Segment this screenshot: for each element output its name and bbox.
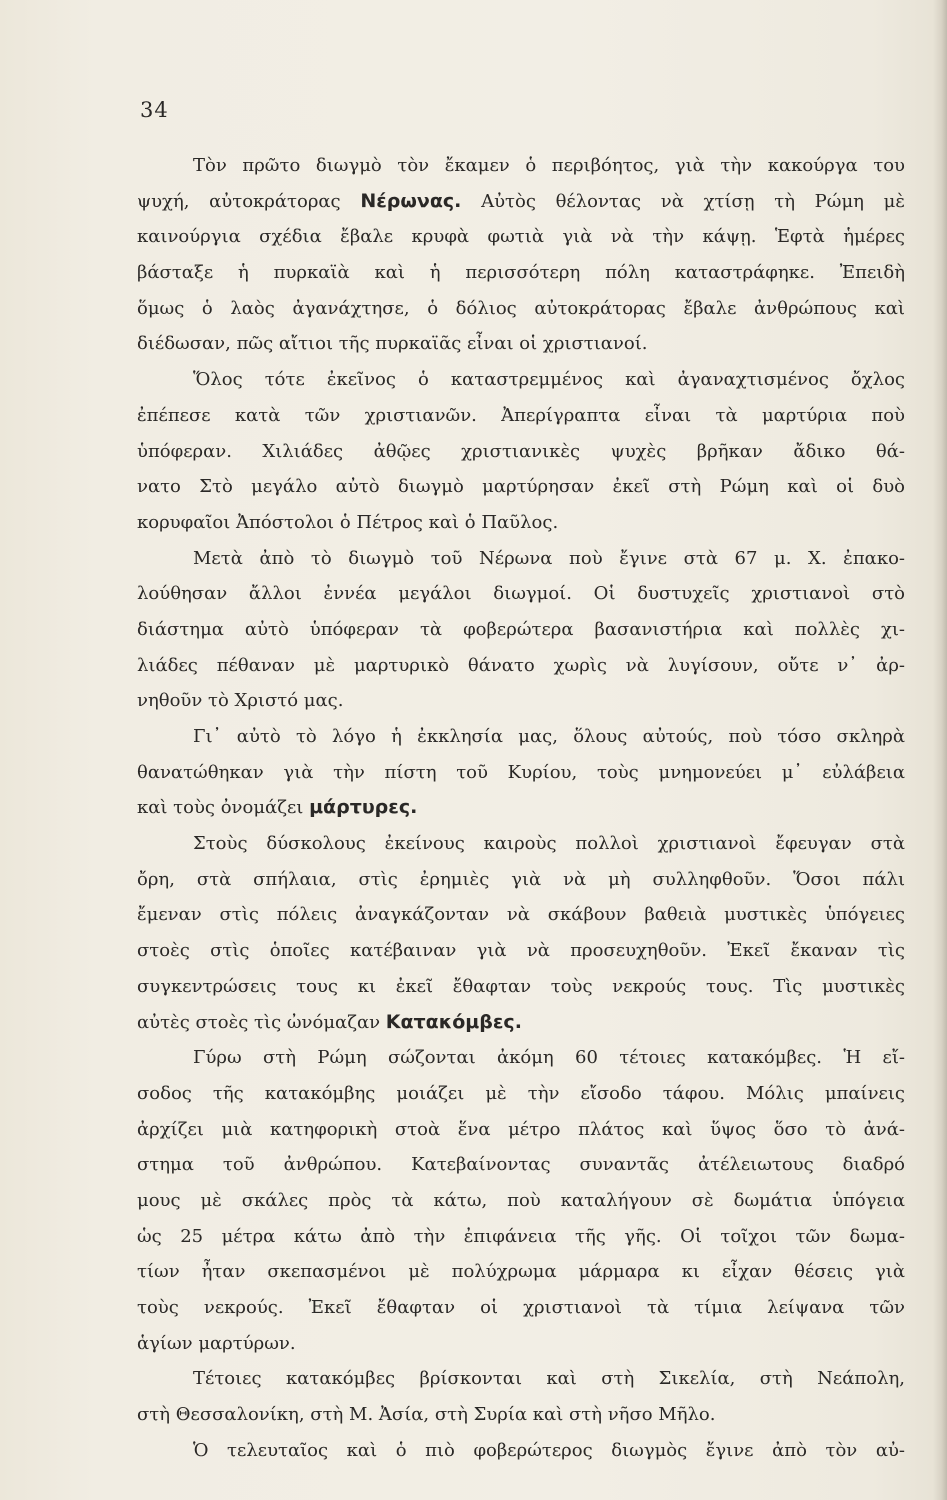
text-segment: θανατώθηκαν γιὰ τὴν πίστη τοῦ Κυρίου, τοὺς μνημονεύει μ᾽ εὐλάβεια <box>137 761 905 783</box>
text-segment: στημα τοῦ ἀνθρώπου. Κατεβαίνοντας συναντᾶς ἀτέλειωτους διαδρό <box>137 1154 905 1176</box>
text-segment: ὄρη, στὰ σπήλαια, στὶς ἐρημιὲς γιὰ νὰ μὴ συλληφθοῦν. Ὅσοι πάλι <box>137 868 905 890</box>
text-line <box>137 291 905 327</box>
text-line <box>137 469 905 505</box>
text-segment: ὑπόφεραν. Χιλιάδες ἀθῷες χριστιανικὲς ψυχὲς βρῆκαν ἄδικο θά- <box>137 440 905 462</box>
text-line <box>137 398 905 434</box>
text-segment: Τὸν πρῶτο διωγμὸ τὸν ἔκαμεν ὁ περιβόητος, γιὰ τὴν κακούργα του <box>193 155 905 176</box>
emphasized-term: Νέρωνας. <box>360 189 462 212</box>
text-line <box>137 755 905 791</box>
text-segment: αὐτὲς στοὲς τὶς ὠνόμαζαν <box>137 1011 386 1033</box>
text-segment: σοδος τῆς κατακόμβης μοιάζει μὲ τὴν εἴσοδο τάφου. Μόλις μπαίνεις <box>137 1082 905 1104</box>
text-line <box>137 933 905 969</box>
text-segment: τοὺς νεκρούς. Ἐκεῖ ἔθαφταν οἱ χριστιανοὶ τὰ τίμια λείψανα τῶν <box>137 1297 905 1318</box>
text-line <box>137 648 905 684</box>
text-segment: στὴ Θεσσαλονίκη, στὴ Μ. Ἀσία, στὴ Συρία καὶ στὴ νῆσο Μῆλο. <box>137 1404 716 1426</box>
text-line <box>137 897 905 933</box>
text-segment: ὡς 25 μέτρα κάτω ἀπὸ τὴν ἐπιφάνεια τῆς γῆς. Οἱ τοῖχοι τῶν δωμα- <box>137 1225 905 1247</box>
text-segment: ἐπέπεσε κατὰ τῶν χριστιανῶν. Ἀπερίγραπτα εἶναι τὰ μαρτύρια ποὺ <box>137 404 905 426</box>
emphasized-term: Κατακόμβες. <box>385 1010 522 1033</box>
text-line <box>137 219 905 255</box>
text-segment: λιάδες πέθαναν μὲ μαρτυρικὸ θάνατο χωρὶς νὰ λυγίσουν, οὔτε ν᾽ ἀρ- <box>137 654 905 676</box>
text-segment: Ὁ τελευταῖος καὶ ὁ πιὸ φοβερώτερος διωγμὸς ἔγινε ἀπὸ τὸν αὐ- <box>193 1439 905 1461</box>
text-line <box>137 862 905 898</box>
text-line <box>137 1361 905 1397</box>
text-line <box>137 1040 905 1076</box>
text-line <box>137 255 905 291</box>
text-line <box>137 719 905 755</box>
text-segment: τίων ἦταν σκεπασμένοι μὲ πολύχρωμα μάρμαρα κι εἶχαν θέσεις γιὰ <box>137 1261 905 1283</box>
text-segment: ἔμεναν στὶς πόλεις ἀναγκάζονταν νὰ σκάβουν βαθειὰ μυστικὲς ὑπόγειες <box>137 904 905 926</box>
text-line <box>137 1005 905 1041</box>
text-segment: ψυχή, αὐτοκράτορας <box>137 190 361 212</box>
text-line <box>137 790 905 826</box>
text-line <box>137 1076 905 1112</box>
text-segment: ἀρχίζει μιὰ κατηφορικὴ στοὰ ἕνα μέτρο πλάτος καὶ ὕψος ὅσο τὸ ἀνά- <box>137 1118 905 1140</box>
text-segment: Γύρω στὴ Ρώμη σώζονται ἀκόμη 60 τέτοιες κατακόμβες. Ἡ εἴ- <box>193 1047 905 1069</box>
text-segment: διάστημα αὐτὸ ὑπόφεραν τὰ φοβερώτερα βασανιστήρια καὶ πολλὲς χι- <box>137 618 905 640</box>
text-segment: νατο Στὸ μεγάλο αὐτὸ διωγμὸ μαρτύρησαν ἐκεῖ στὴ Ρώμη καὶ οἱ δυὸ <box>137 476 905 498</box>
text-line <box>137 1254 905 1290</box>
text-line <box>137 505 905 541</box>
text-line <box>137 969 905 1005</box>
text-segment: ὅμως ὁ λαὸς ἀγανάχτησε, ὁ δόλιος αὐτοκράτορας ἔβαλε ἀνθρώπους καὶ <box>137 297 905 319</box>
text-line <box>137 148 905 184</box>
text-segment: Μετὰ ἀπὸ τὸ διωγμὸ τοῦ Νέρωνα ποὺ ἔγινε στὰ 67 μ. Χ. ἐπακο- <box>193 547 905 569</box>
text-line <box>137 1147 905 1183</box>
text-line <box>137 362 905 398</box>
text-line <box>137 1112 905 1148</box>
text-line <box>137 826 905 862</box>
text-line <box>137 541 905 577</box>
text-line <box>137 1219 905 1255</box>
page-number: 34 <box>140 98 169 122</box>
text-segment: συγκεντρώσεις τους κι ἐκεῖ ἔθαφταν τοὺς νεκρούς τους. Τὶς μυστικὲς <box>137 975 905 997</box>
text-line <box>137 1183 905 1219</box>
text-segment: διέδωσαν, πῶς αἴτιοι τῆς πυρκαϊᾶς εἶναι οἱ χριστιανοί. <box>137 333 648 355</box>
text-line <box>137 612 905 648</box>
body-text <box>137 148 905 1468</box>
text-line <box>137 683 905 719</box>
text-segment: καινούργια σχέδια ἔβαλε κρυφὰ φωτιὰ γιὰ νὰ τὴν κάψῃ. Ἑφτὰ ἡμέρες <box>137 226 905 248</box>
text-segment: κορυφαῖοι Ἀπόστολοι ὁ Πέτρος καὶ ὁ Παῦλος. <box>137 511 559 533</box>
text-segment: Τέτοιες κατακόμβες βρίσκονται καὶ στὴ Σικελία, στὴ Νεάπολη, <box>193 1368 905 1390</box>
text-segment: στοὲς στὶς ὁποῖες κατέβαιναν γιὰ νὰ προσευχηθοῦν. Ἐκεῖ ἔκαναν τὶς <box>137 940 905 962</box>
text-line <box>137 184 905 220</box>
text-segment: μους μὲ σκάλες πρὸς τὰ κάτω, ποὺ καταλήγουν σὲ δωμάτια ὑπόγεια <box>137 1189 905 1211</box>
page-edge-shadow <box>933 0 947 1500</box>
text-segment: Ὅλος τότε ἐκεῖνος ὁ καταστρεμμένος καὶ ἀγαναχτισμένος ὄχλος <box>193 369 905 391</box>
text-line <box>137 576 905 612</box>
text-line <box>137 1326 905 1362</box>
text-line <box>137 1433 905 1469</box>
text-segment: ἁγίων μαρτύρων. <box>137 1332 296 1354</box>
text-segment: βάσταξε ἡ πυρκαϊὰ καὶ ἡ περισσότερη πόλη καταστράφηκε. Ἐπειδὴ <box>137 262 905 284</box>
text-segment: καὶ τοὺς ὀνομάζει <box>137 797 310 819</box>
emphasized-term: μάρτυρες. <box>309 796 418 819</box>
text-line <box>137 326 905 362</box>
text-segment: Στοὺς δύσκολους ἐκείνους καιροὺς πολλοὶ χριστιανοὶ ἔφευγαν στὰ <box>193 833 905 855</box>
text-segment: Γι᾽ αὐτὸ τὸ λόγο ἡ ἐκκλησία μας, ὅλους αὐτούς, ποὺ τόσο σκληρὰ <box>193 726 905 747</box>
text-line <box>137 1397 905 1433</box>
text-segment: λούθησαν ἄλλοι ἐννέα μεγάλοι διωγμοί. Οἱ δυστυχεῖς χριστιανοὶ στὸ <box>137 583 905 605</box>
text-segment: Αὐτὸς θέλοντας νὰ χτίσῃ τὴ Ρώμη μὲ <box>461 190 905 212</box>
text-line <box>137 434 905 470</box>
text-segment: νηθοῦν τὸ Χριστό μας. <box>137 690 344 712</box>
text-line <box>137 1290 905 1326</box>
